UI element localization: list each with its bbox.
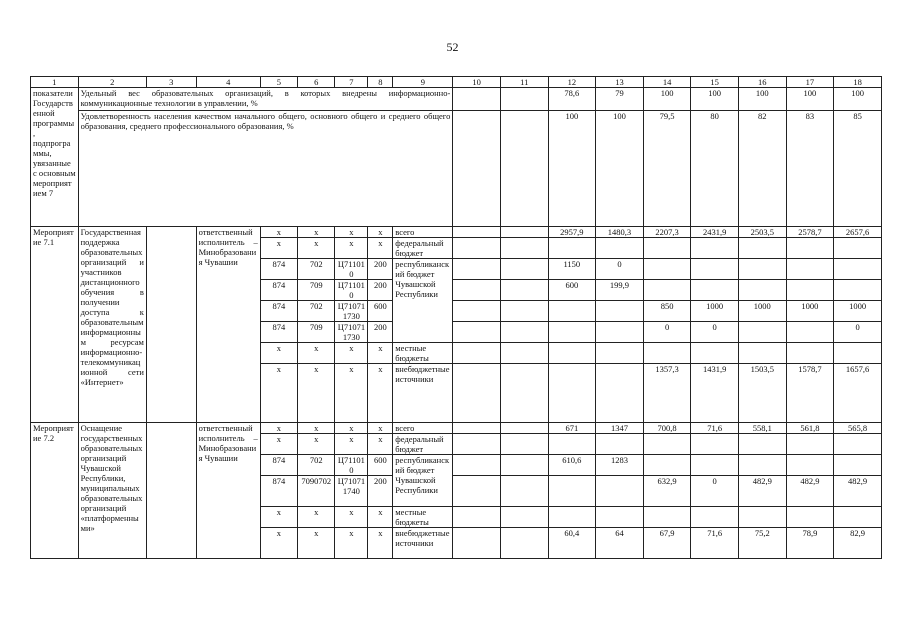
- table-cell: [834, 238, 882, 259]
- table-cell: [834, 259, 882, 280]
- table-cell: [691, 507, 739, 528]
- table-cell: [548, 322, 596, 343]
- table-cell: [548, 238, 596, 259]
- table-cell: 0: [643, 322, 691, 343]
- table-cell: 561,8: [786, 423, 834, 434]
- table-cell: [691, 259, 739, 280]
- table-cell: Ц711010: [335, 455, 368, 476]
- table-cell: x: [260, 423, 297, 434]
- table-cell: [500, 227, 548, 238]
- table-cell: 1000: [786, 301, 834, 322]
- table-cell: [453, 343, 501, 364]
- table-cell: 482,9: [834, 476, 882, 507]
- table-cell: [548, 476, 596, 507]
- table-cell: x: [335, 528, 368, 559]
- table-cell: [500, 434, 548, 455]
- table-cell: 100: [786, 88, 834, 111]
- table-cell: [453, 227, 501, 238]
- column-number-cell: 6: [298, 77, 335, 88]
- table-cell: 600: [368, 455, 393, 476]
- table-cell: [453, 280, 501, 301]
- table-cell: 1480,3: [596, 227, 644, 238]
- table-cell: [786, 455, 834, 476]
- table-cell: 1347: [596, 423, 644, 434]
- column-number-cell: 14: [643, 77, 691, 88]
- table-cell: [834, 343, 882, 364]
- table-cell: x: [298, 343, 335, 364]
- column-number-cell: 3: [146, 77, 196, 88]
- column-number-cell: 11: [500, 77, 548, 88]
- table-cell: 874: [260, 280, 297, 301]
- table-cell: x: [368, 528, 393, 559]
- table-cell: [691, 434, 739, 455]
- table-cell: 71,6: [691, 423, 739, 434]
- table-cell: x: [335, 434, 368, 455]
- table-cell: [834, 507, 882, 528]
- table-cell: [500, 238, 548, 259]
- table-cell: x: [298, 423, 335, 434]
- column-number-cell: 16: [738, 77, 786, 88]
- table-cell: 79,5: [643, 111, 691, 227]
- table-cell: x: [368, 343, 393, 364]
- table-cell: 874: [260, 455, 297, 476]
- table-cell: x: [260, 434, 297, 455]
- indicator-text: Удовлетворенность населения качеством начального общего, основного общего и среднего общего образования, среднего профессионального образования, %: [78, 111, 453, 227]
- table-cell: 558,1: [738, 423, 786, 434]
- table-cell: [691, 455, 739, 476]
- measure-executor: ответственный исполнитель – Минобразования Чувашии: [196, 423, 260, 559]
- table-cell: x: [260, 364, 297, 423]
- table-cell: Ц710711740: [335, 476, 368, 507]
- table-cell: [500, 423, 548, 434]
- table-cell: 1431,9: [691, 364, 739, 423]
- page-number: 52: [446, 40, 459, 54]
- table-cell: [500, 259, 548, 280]
- table-cell: [500, 280, 548, 301]
- table-cell: x: [335, 343, 368, 364]
- table-cell: 482,9: [738, 476, 786, 507]
- table-cell: x: [260, 507, 297, 528]
- table-cell: 75,2: [738, 528, 786, 559]
- table-cell: [643, 455, 691, 476]
- table-cell: 71,6: [691, 528, 739, 559]
- column-number-cell: 15: [691, 77, 739, 88]
- table-row: [31, 88, 882, 111]
- table-cell: x: [335, 364, 368, 423]
- empty-cell: [146, 423, 196, 559]
- column-number-cell: 5: [260, 77, 297, 88]
- table-cell: x: [298, 364, 335, 423]
- measure-title: Оснащение государственных образовательных организаций Чувашской Республики, муниципальных образовательных организаций «платформенными»: [78, 423, 146, 559]
- table-cell: x: [335, 238, 368, 259]
- table-cell: [548, 507, 596, 528]
- indicator-text: Удельный вес образовательных организаций, в которых внедрены информационно-коммуникационные технологии в управлении, %: [78, 88, 453, 111]
- table-cell: 702: [298, 301, 335, 322]
- table-cell: 874: [260, 476, 297, 507]
- table-cell: x: [260, 528, 297, 559]
- table-cell: [548, 301, 596, 322]
- table-cell: [643, 343, 691, 364]
- table-cell: 79: [596, 88, 644, 111]
- table-cell: [596, 238, 644, 259]
- table-cell: x: [298, 434, 335, 455]
- table-cell: x: [368, 238, 393, 259]
- table-cell: x: [335, 423, 368, 434]
- table-cell: [500, 301, 548, 322]
- table-cell: [643, 259, 691, 280]
- table-cell: 67,9: [643, 528, 691, 559]
- table-cell: [500, 364, 548, 423]
- table-cell: 1283: [596, 455, 644, 476]
- table-cell: 850: [643, 301, 691, 322]
- table-cell: 85: [834, 111, 882, 227]
- column-number-cell: 7: [335, 77, 368, 88]
- table-cell: [786, 280, 834, 301]
- table-cell: [453, 259, 501, 280]
- column-number-cell: 18: [834, 77, 882, 88]
- table-cell: 2657,6: [834, 227, 882, 238]
- table-cell: 0: [691, 476, 739, 507]
- table-cell: [453, 507, 501, 528]
- table-cell: [548, 434, 596, 455]
- table-cell: 600: [368, 301, 393, 322]
- table-cell: 80: [691, 111, 739, 227]
- table-cell: [453, 528, 501, 559]
- table-cell: 1000: [691, 301, 739, 322]
- table-cell: [453, 455, 501, 476]
- table-cell: [738, 322, 786, 343]
- table-cell: 1357,3: [643, 364, 691, 423]
- funding-source: федеральный бюджет: [393, 434, 453, 455]
- table-cell: 632,9: [643, 476, 691, 507]
- table-cell: 709: [298, 280, 335, 301]
- table-cell: [786, 238, 834, 259]
- table-cell: 100: [738, 88, 786, 111]
- table-cell: 1657,6: [834, 364, 882, 423]
- table-cell: [453, 364, 501, 423]
- table-cell: 1578,7: [786, 364, 834, 423]
- funding-source: местные бюджеты: [393, 343, 453, 364]
- program-table: [30, 76, 882, 559]
- table-cell: x: [368, 507, 393, 528]
- table-cell: [643, 434, 691, 455]
- table-cell: x: [368, 423, 393, 434]
- table-cell: 100: [691, 88, 739, 111]
- table-cell: [500, 88, 548, 111]
- table-cell: 610,6: [548, 455, 596, 476]
- table-cell: 200: [368, 259, 393, 280]
- table-row: [31, 423, 882, 434]
- funding-source: республиканский бюджет Чувашской Республики: [393, 259, 453, 343]
- table-cell: x: [260, 343, 297, 364]
- table-cell: [738, 455, 786, 476]
- table-cell: [453, 476, 501, 507]
- table-cell: 1150: [548, 259, 596, 280]
- measure-executor: ответственный исполнитель – Минобразования Чувашии: [196, 227, 260, 423]
- table-cell: [738, 280, 786, 301]
- table-cell: [786, 434, 834, 455]
- table-cell: [738, 343, 786, 364]
- table-cell: 7090702: [298, 476, 335, 507]
- table-cell: [500, 507, 548, 528]
- table-cell: [548, 364, 596, 423]
- table-cell: 1503,5: [738, 364, 786, 423]
- table-cell: 78,6: [548, 88, 596, 111]
- column-number-cell: 12: [548, 77, 596, 88]
- table-cell: x: [260, 227, 297, 238]
- table-cell: 100: [596, 111, 644, 227]
- table-cell: [500, 476, 548, 507]
- table-cell: 702: [298, 259, 335, 280]
- table-cell: [738, 238, 786, 259]
- funding-source: федеральный бюджет: [393, 238, 453, 259]
- empty-cell: [146, 227, 196, 423]
- table-cell: 2207,3: [643, 227, 691, 238]
- table-cell: 100: [834, 88, 882, 111]
- table-cell: x: [335, 507, 368, 528]
- table-cell: [691, 238, 739, 259]
- column-number-cell: 2: [78, 77, 146, 88]
- table-cell: 100: [548, 111, 596, 227]
- table-cell: 60,4: [548, 528, 596, 559]
- funding-source: внебюджетные источники: [393, 364, 453, 423]
- table-cell: x: [368, 227, 393, 238]
- table-cell: 64: [596, 528, 644, 559]
- table-cell: [786, 322, 834, 343]
- table-cell: [596, 301, 644, 322]
- table-cell: 100: [643, 88, 691, 111]
- table-cell: [500, 343, 548, 364]
- table-cell: [596, 434, 644, 455]
- funding-source: внебюджетные источники: [393, 528, 453, 559]
- table-cell: x: [298, 528, 335, 559]
- table-cell: [453, 423, 501, 434]
- table-cell: [500, 322, 548, 343]
- table-cell: [596, 322, 644, 343]
- column-number-cell: 13: [596, 77, 644, 88]
- table-row: [31, 227, 882, 238]
- column-number-cell: 8: [368, 77, 393, 88]
- table-cell: [786, 507, 834, 528]
- table-cell: 82: [738, 111, 786, 227]
- table-cell: 78,9: [786, 528, 834, 559]
- table-cell: 2503,5: [738, 227, 786, 238]
- table-cell: [834, 455, 882, 476]
- measure-title: Государственная поддержка образовательных организаций и участников дистанционного обучения в получении доступа к образовательным информационным ресурсам информационно-телекоммуникационной сети «Интернет»: [78, 227, 146, 423]
- column-number-cell: 1: [31, 77, 79, 88]
- table-cell: Ц710711730: [335, 301, 368, 322]
- table-cell: [596, 507, 644, 528]
- table-cell: [738, 507, 786, 528]
- table-cell: [596, 343, 644, 364]
- table-cell: Ц711010: [335, 280, 368, 301]
- table-cell: x: [368, 434, 393, 455]
- table-cell: [500, 455, 548, 476]
- table-cell: [453, 322, 501, 343]
- table-cell: [834, 434, 882, 455]
- table-cell: [453, 238, 501, 259]
- table-cell: 702: [298, 455, 335, 476]
- table-cell: 82,9: [834, 528, 882, 559]
- indicator-label: показатели Государственной программы, подпрограммы, увязанные с основным мероприятием 7: [31, 88, 79, 227]
- table-cell: 2578,7: [786, 227, 834, 238]
- table-cell: 565,8: [834, 423, 882, 434]
- table-cell: [500, 528, 548, 559]
- table-cell: [643, 238, 691, 259]
- table-cell: 200: [368, 476, 393, 507]
- table-cell: 0: [691, 322, 739, 343]
- table-cell: 200: [368, 280, 393, 301]
- table-cell: 83: [786, 111, 834, 227]
- table-cell: Ц710711730: [335, 322, 368, 343]
- table-cell: 671: [548, 423, 596, 434]
- table-row: [31, 111, 882, 227]
- table-cell: 200: [368, 322, 393, 343]
- table-cell: 2431,9: [691, 227, 739, 238]
- table-cell: [453, 88, 501, 111]
- table-cell: Ц711010: [335, 259, 368, 280]
- table-cell: 0: [596, 259, 644, 280]
- table-cell: 874: [260, 301, 297, 322]
- table-cell: [453, 434, 501, 455]
- funding-source: всего: [393, 227, 453, 238]
- table-cell: [643, 280, 691, 301]
- column-number-row: [31, 77, 882, 88]
- table-cell: 2957,9: [548, 227, 596, 238]
- funding-source: местные бюджеты: [393, 507, 453, 528]
- measure-label: Мероприятие 7.2: [31, 423, 79, 559]
- table-cell: [453, 111, 501, 227]
- table-cell: [738, 259, 786, 280]
- column-number-cell: 9: [393, 77, 453, 88]
- table-cell: 874: [260, 259, 297, 280]
- table-cell: [643, 507, 691, 528]
- table-cell: [691, 343, 739, 364]
- funding-source: всего: [393, 423, 453, 434]
- table-cell: x: [298, 238, 335, 259]
- column-number-cell: 17: [786, 77, 834, 88]
- table-cell: x: [298, 507, 335, 528]
- table-cell: x: [298, 227, 335, 238]
- table-cell: [596, 476, 644, 507]
- table-cell: 1000: [738, 301, 786, 322]
- table-cell: [738, 434, 786, 455]
- table-cell: 874: [260, 322, 297, 343]
- table-cell: 1000: [834, 301, 882, 322]
- table-cell: 199,9: [596, 280, 644, 301]
- funding-source: республиканский бюджет Чувашской Республики: [393, 455, 453, 507]
- table-cell: x: [335, 227, 368, 238]
- table-cell: [596, 364, 644, 423]
- table-cell: [786, 259, 834, 280]
- table-cell: [834, 280, 882, 301]
- table-cell: [548, 343, 596, 364]
- column-number-cell: 4: [196, 77, 260, 88]
- table-cell: x: [368, 364, 393, 423]
- table-cell: [453, 301, 501, 322]
- table-cell: [691, 280, 739, 301]
- table-cell: 700,8: [643, 423, 691, 434]
- table-cell: 600: [548, 280, 596, 301]
- table-cell: 709: [298, 322, 335, 343]
- table-cell: [500, 111, 548, 227]
- table-cell: [786, 343, 834, 364]
- table-cell: 482,9: [786, 476, 834, 507]
- measure-label: Мероприятие 7.1: [31, 227, 79, 423]
- column-number-cell: 10: [453, 77, 501, 88]
- table-cell: 0: [834, 322, 882, 343]
- table-cell: x: [260, 238, 297, 259]
